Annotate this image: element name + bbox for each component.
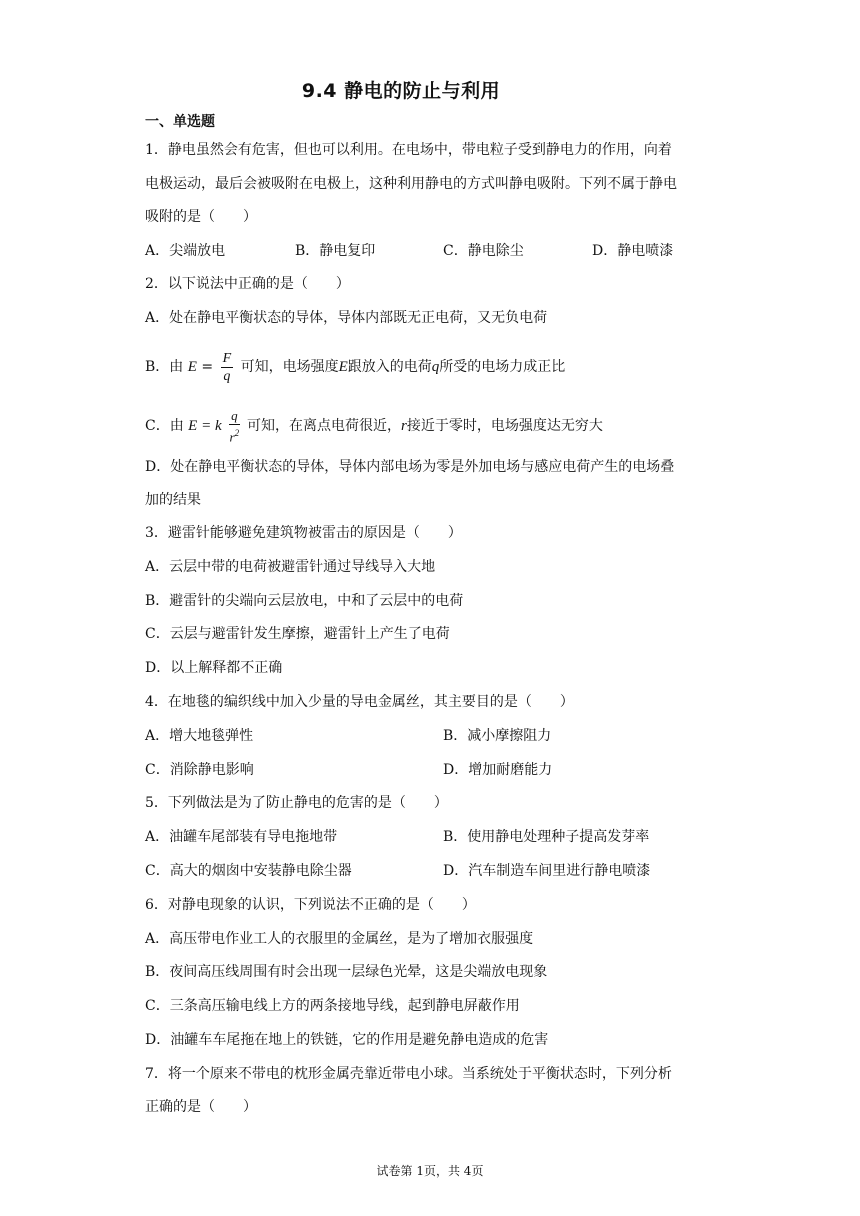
q5-option-b: B．使用静电处理种子提高发芽率 <box>443 829 650 845</box>
q1-option-c: C．静电除尘 <box>443 243 524 259</box>
q2-option-b <box>145 347 565 387</box>
q2-option-d-line1: D．处在静电平衡状态的导体，导体内部电场为零是外加电场与感应电荷产生的电场叠 <box>145 459 675 475</box>
q2-option-d-line2: 加的结果 <box>145 492 201 508</box>
fraction-denominator: q <box>223 368 231 384</box>
q1-stem-line3: 吸附的是（ ） <box>145 209 257 225</box>
denominator-var-r: r <box>229 429 235 445</box>
q6-option-d: D．油罐车车尾拖在地上的铁链，它的作用是避免静电造成的危害 <box>145 1032 549 1048</box>
q2-option-a: A．处在静电平衡状态的导体，导体内部既无正电荷，又无负电荷 <box>145 310 548 326</box>
q1-option-d: D．静电喷漆 <box>592 243 674 259</box>
q4-option-b: B．减小摩擦阻力 <box>443 728 552 744</box>
q2-option-b-text3: 所受的电场力成正比 <box>439 359 566 375</box>
q4-option-c: C．消除静电影响 <box>145 762 254 778</box>
formula-fraction-f-over-q <box>221 350 234 385</box>
page-footer: 试卷第 1页，共 4页 <box>376 1164 484 1178</box>
var-e: E <box>338 359 348 375</box>
q2-option-b-text2: 跟放入的电荷 <box>347 359 432 375</box>
q1-option-b: B．静电复印 <box>295 243 376 259</box>
q2-option-c <box>145 406 603 446</box>
formula-e-lhs: E <box>187 359 197 375</box>
q3-option-a: A．云层中带的电荷被避雷针通过导线导入大地 <box>145 559 436 575</box>
q2-option-b-text1: 可知，电场强度 <box>240 359 339 375</box>
q3-option-d: D．以上解释都不正确 <box>145 660 283 676</box>
formula-equals: = <box>196 359 214 375</box>
q4-stem: 4．在地毯的编织线中加入少量的导电金属丝，其主要目的是（ ） <box>145 694 574 710</box>
fraction-denominator <box>229 425 240 445</box>
q1-option-a: A．尖端放电 <box>145 243 226 259</box>
var-q: q <box>431 359 440 375</box>
q5-option-a: A．油罐车尾部装有导电拖地带 <box>145 829 338 845</box>
q7-stem-line1: 7．将一个原来不带电的枕形金属壳靠近带电小球。当系统处于平衡状态时，下列分析 <box>145 1066 672 1082</box>
q1-stem-line1: 1．静电虽然会有危害，但也可以利用。在电场中，带电粒子受到静电力的作用，向着 <box>145 142 672 158</box>
q6-option-b: B．夜间高压线周围有时会出现一层绿色光晕，这是尖端放电现象 <box>145 964 548 980</box>
formula-fraction-q-over-r2 <box>229 407 240 445</box>
q3-option-c: C．云层与避雷针发生摩擦，避雷针上产生了电荷 <box>145 626 450 642</box>
q2-option-c-text1: 可知，在离点电荷很近， <box>247 418 402 434</box>
q5-stem: 5．下列做法是为了防止静电的危害的是（ ） <box>145 795 448 811</box>
q6-option-a: A．高压带电作业工人的衣服里的金属丝，是为了增加衣服强度 <box>145 931 534 947</box>
q5-option-d: D．汽车制造车间里进行静电喷漆 <box>443 863 651 879</box>
q2-option-b-prefix: B．由 <box>145 359 184 375</box>
page-title: 9.4 静电的防止与利用 <box>301 80 501 102</box>
exponent: 2 <box>234 427 240 438</box>
q2-option-c-text2: 接近于零时，电场强度达无穷大 <box>406 418 603 434</box>
q2-stem: 2．以下说法中正确的是（ ） <box>145 276 350 292</box>
formula-coulomb-lhs: E = k <box>188 418 222 434</box>
q7-stem-line2: 正确的是（ ） <box>145 1099 257 1115</box>
q6-stem: 6．对静电现象的认识，下列说法不正确的是（ ） <box>145 897 476 913</box>
q2-option-c-prefix: C．由 <box>145 418 184 434</box>
fraction-numerator: q <box>231 407 238 423</box>
q5-option-c: C．高大的烟囱中安装静电除尘器 <box>145 863 352 879</box>
q6-option-c: C．三条高压输电线上方的两条接地导线，起到静电屏蔽作用 <box>145 998 520 1014</box>
q4-option-a: A．增大地毯弹性 <box>145 728 254 744</box>
var-r: r <box>401 418 407 434</box>
q3-option-b: B．避雷针的尖端向云层放电，中和了云层中的电荷 <box>145 593 464 609</box>
q3-stem: 3．避雷针能够避免建筑物被雷击的原因是（ ） <box>145 525 462 541</box>
fraction-numerator: F <box>222 350 232 366</box>
section-heading: 一、单选题 <box>145 114 215 130</box>
q1-stem-line2: 电极运动，最后会被吸附在电极上，这种利用静电的方式叫静电吸附。下列不属于静电 <box>145 176 677 192</box>
q4-option-d: D．增加耐磨能力 <box>443 762 553 778</box>
